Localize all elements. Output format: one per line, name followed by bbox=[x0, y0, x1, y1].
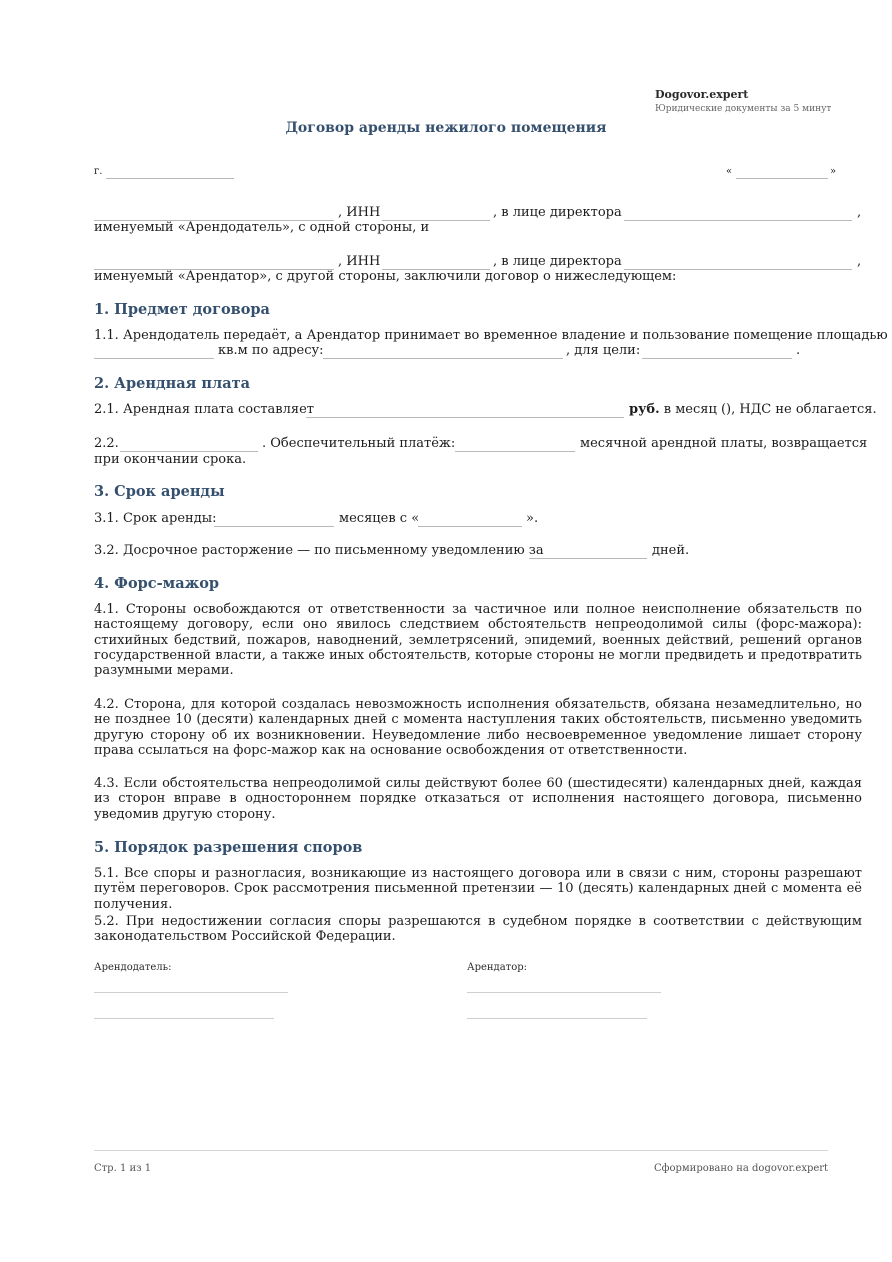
brand-tagline: Юридические документы за 5 минут bbox=[655, 104, 832, 114]
clause-2-2-number: 2.2. bbox=[94, 436, 119, 451]
deposit-label: . Обеспечительный платёж: bbox=[262, 436, 456, 451]
landlord-name-line bbox=[94, 1018, 274, 1019]
tenant-inn-label: , ИНН bbox=[338, 254, 381, 269]
clause-2-2-line2: при окончании срока. bbox=[94, 452, 247, 467]
landlord-director-blank bbox=[624, 220, 852, 221]
clause-5-1: 5.1. Все споры и разногласия, возникающие из настоящего договора или в связи с ним, стороны разрешают путём переговоров. Срок рассмотрения письменной претензии — 10 (десять) календарных дней с момента её получения. bbox=[94, 866, 862, 912]
area-blank bbox=[94, 358, 214, 359]
clause-5-2: 5.2. При недостижении согласия споры разрешаются в судебном порядке в соответствии с действующим законодательством Российской Федерации. bbox=[94, 914, 862, 945]
section-4-heading: 4. Форс-мажор bbox=[94, 575, 220, 592]
landlord-signature-line bbox=[94, 992, 288, 993]
tenant-comma: , bbox=[857, 254, 862, 269]
landlord-comma: , bbox=[857, 205, 862, 220]
page-number: Стр. 1 из 1 bbox=[94, 1163, 152, 1174]
tenant-director-label: , в лице директора bbox=[493, 254, 622, 269]
tenant-text: именуемый «Арендатор», с другой стороны, заключили договор о нижеследующем: bbox=[94, 269, 677, 284]
clause-1-1-end: . bbox=[796, 343, 801, 358]
date-close-quote: » bbox=[830, 166, 837, 177]
clause-3-1-mid: месяцев с « bbox=[339, 511, 420, 526]
generated-by: Сформировано на dogovor.expert bbox=[654, 1163, 829, 1174]
city-blank bbox=[106, 178, 234, 179]
deposit-blank bbox=[455, 451, 575, 452]
purpose-label: , для цели: bbox=[566, 343, 641, 358]
landlord-director-label: , в лице директора bbox=[493, 205, 622, 220]
landlord-signature-label: Арендодатель: bbox=[94, 962, 172, 973]
notice-days-blank bbox=[529, 558, 647, 559]
tenant-signature-label: Арендатор: bbox=[467, 962, 527, 973]
section-3-heading: 3. Срок аренды bbox=[94, 483, 225, 500]
date-open-quote: « bbox=[726, 166, 733, 177]
clause-4-2: 4.2. Сторона, для которой создалась невозможность исполнения обязательств, обязана незамедлительно, но не позднее 10 (десяти) календарных дней с момента наступления таких обстоятельств, письменно уведомить другую сторону об их возникновении. Неуведомление либо несвоевременное уведомление лишает сторону права ссылаться на форс-мажор как на основание освобождения от ответственности. bbox=[94, 697, 862, 758]
rent-amount-blank bbox=[306, 417, 624, 418]
currency-label: руб. bbox=[629, 402, 660, 417]
clause-4-3: 4.3. Если обстоятельства непреодолимой силы действуют более 60 (шестидесяти) календарных дней, каждая из сторон вправе в одностороннем порядке отказаться от исполнения настоящего договора, письменно уведомив другую сторону. bbox=[94, 776, 862, 822]
landlord-text: именуемый «Арендодатель», с одной стороны, и bbox=[94, 220, 430, 235]
clause-2-1-tail bbox=[629, 402, 877, 418]
brand-name: Dogovor.expert bbox=[655, 88, 749, 101]
section-1-heading: 1. Предмет договора bbox=[94, 301, 270, 318]
purpose-blank bbox=[642, 358, 792, 359]
clause-3-1-end: ». bbox=[526, 511, 539, 526]
clause-2-1-end: в месяц (), НДС не облагается. bbox=[659, 402, 877, 417]
start-date-blank bbox=[418, 526, 522, 527]
tenant-signature-line bbox=[467, 992, 661, 993]
term-months-blank bbox=[214, 526, 334, 527]
clause-3-2-start: 3.2. Досрочное расторжение — по письменному уведомлению за bbox=[94, 543, 544, 558]
clause-4-1: 4.1. Стороны освобождаются от ответственности за частичное или полное неисполнение обязательств по настоящему договору, если оно явилось следствием обстоятельств непреодолимой силы (форс-мажора): стихийных бедствий, пожаров, наводнений, землетрясений, эпидемий, военных действий, решений органов государственной власти, а также иных обстоятельств, которые стороны не могли предвидеть и предотвратить разумными мерами. bbox=[94, 602, 862, 679]
clause-2-2-end: месячной арендной платы, возвращается bbox=[580, 436, 868, 451]
document-title: Договор аренды нежилого помещения bbox=[285, 120, 607, 136]
clause-2-1-start: 2.1. Арендная плата составляет bbox=[94, 402, 314, 417]
footer-divider bbox=[94, 1150, 828, 1151]
clause-3-1-start: 3.1. Срок аренды: bbox=[94, 511, 217, 526]
tenant-name-line bbox=[467, 1018, 647, 1019]
date-blank bbox=[736, 178, 828, 179]
landlord-inn-label: , ИНН bbox=[338, 205, 381, 220]
area-label: кв.м по адресу: bbox=[218, 343, 324, 358]
clause-1-1-line1: 1.1. Арендодатель передаёт, а Арендатор принимает во временное владение и пользование помещение площадью bbox=[94, 328, 888, 343]
clause-3-2-end: дней. bbox=[652, 543, 690, 558]
section-5-heading: 5. Порядок разрешения споров bbox=[94, 839, 363, 856]
city-prefix: г. bbox=[94, 166, 103, 177]
address-blank bbox=[323, 358, 563, 359]
section-2-heading: 2. Арендная плата bbox=[94, 375, 251, 392]
